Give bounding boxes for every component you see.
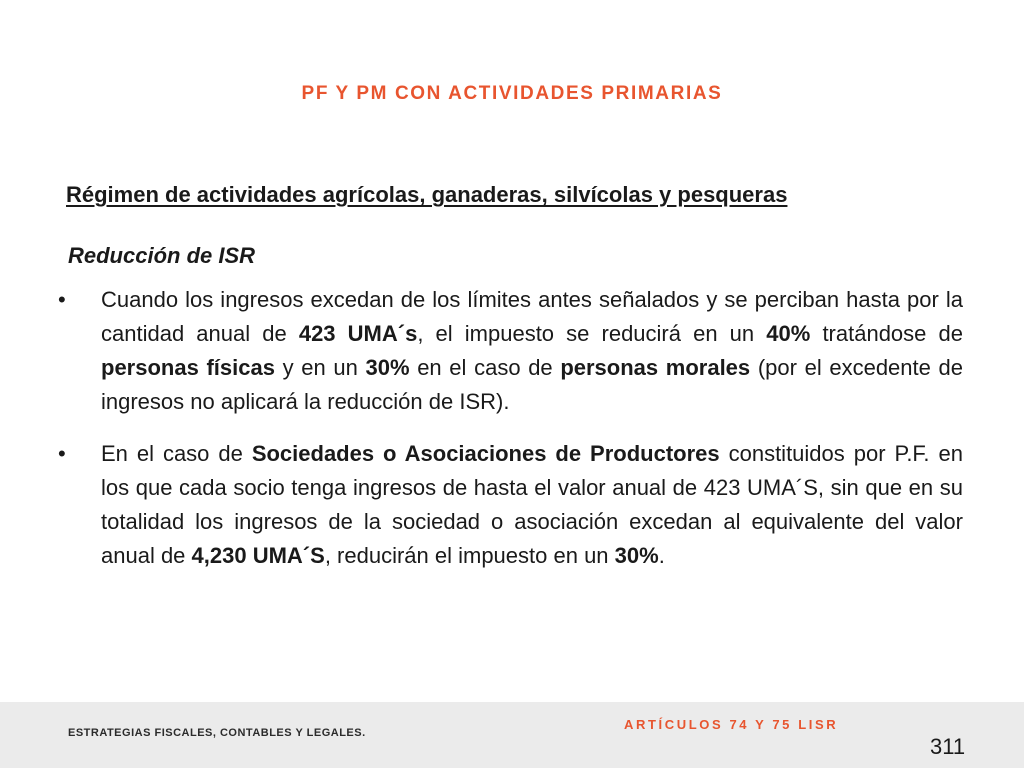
bold-run: 30% bbox=[614, 543, 659, 568]
bullet-item bbox=[58, 283, 963, 419]
text-run: en el caso de bbox=[409, 355, 561, 380]
text-run: . bbox=[658, 543, 665, 568]
text-run: En el caso de bbox=[101, 441, 252, 466]
bold-run: 40% bbox=[766, 321, 811, 346]
bullet-dot-icon: • bbox=[58, 287, 66, 312]
bold-run: personas físicas bbox=[101, 355, 275, 380]
subheading: Reducción de ISR bbox=[68, 243, 256, 268]
slide-title: PF Y PM CON ACTIVIDADES PRIMARIAS bbox=[301, 83, 723, 104]
bold-run: personas morales bbox=[560, 355, 751, 380]
text-run: Cuando los ingresos excedan de los límites antes señalados y se perciban hasta por la cantidad anual de bbox=[101, 287, 963, 346]
text-run: , el impuesto se reducirá en un bbox=[417, 321, 767, 346]
bold-run: 30% bbox=[365, 355, 410, 380]
text-run: (por el excedente de ingresos no aplicará la reducción de ISR). bbox=[101, 355, 963, 414]
text-run: tratándose de bbox=[810, 321, 963, 346]
text-run: constituidos por P.F. en los que cada socio tenga ingresos de hasta el valor anual de 423 UMA´S, sin que en su totalidad los ingresos de la sociedad o asociación excedan al equivalente del valor anual de bbox=[101, 441, 963, 568]
footer-brand: ESTRATEGIAS FISCALES, CONTABLES Y LEGALES. bbox=[68, 727, 366, 739]
text-run: y en un bbox=[274, 355, 366, 380]
bullet-item bbox=[58, 437, 963, 573]
footer-reference: ARTÍCULOS 74 Y 75 LISR bbox=[624, 717, 839, 732]
text-run: , reducirán el impuesto en un bbox=[324, 543, 615, 568]
bullet-dot-icon: • bbox=[58, 441, 66, 466]
bold-run: Sociedades o Asociaciones de Productores bbox=[251, 441, 720, 466]
bold-run: 4,230 UMA´S bbox=[191, 543, 325, 568]
section-heading: Régimen de actividades agrícolas, ganaderas, silvícolas y pesqueras bbox=[66, 182, 788, 207]
bullet-list bbox=[58, 283, 963, 591]
bullet-text bbox=[101, 287, 963, 414]
page-number: 311 bbox=[930, 734, 966, 759]
bullet-text bbox=[101, 441, 963, 568]
bold-run: 423 UMA´s bbox=[298, 321, 418, 346]
